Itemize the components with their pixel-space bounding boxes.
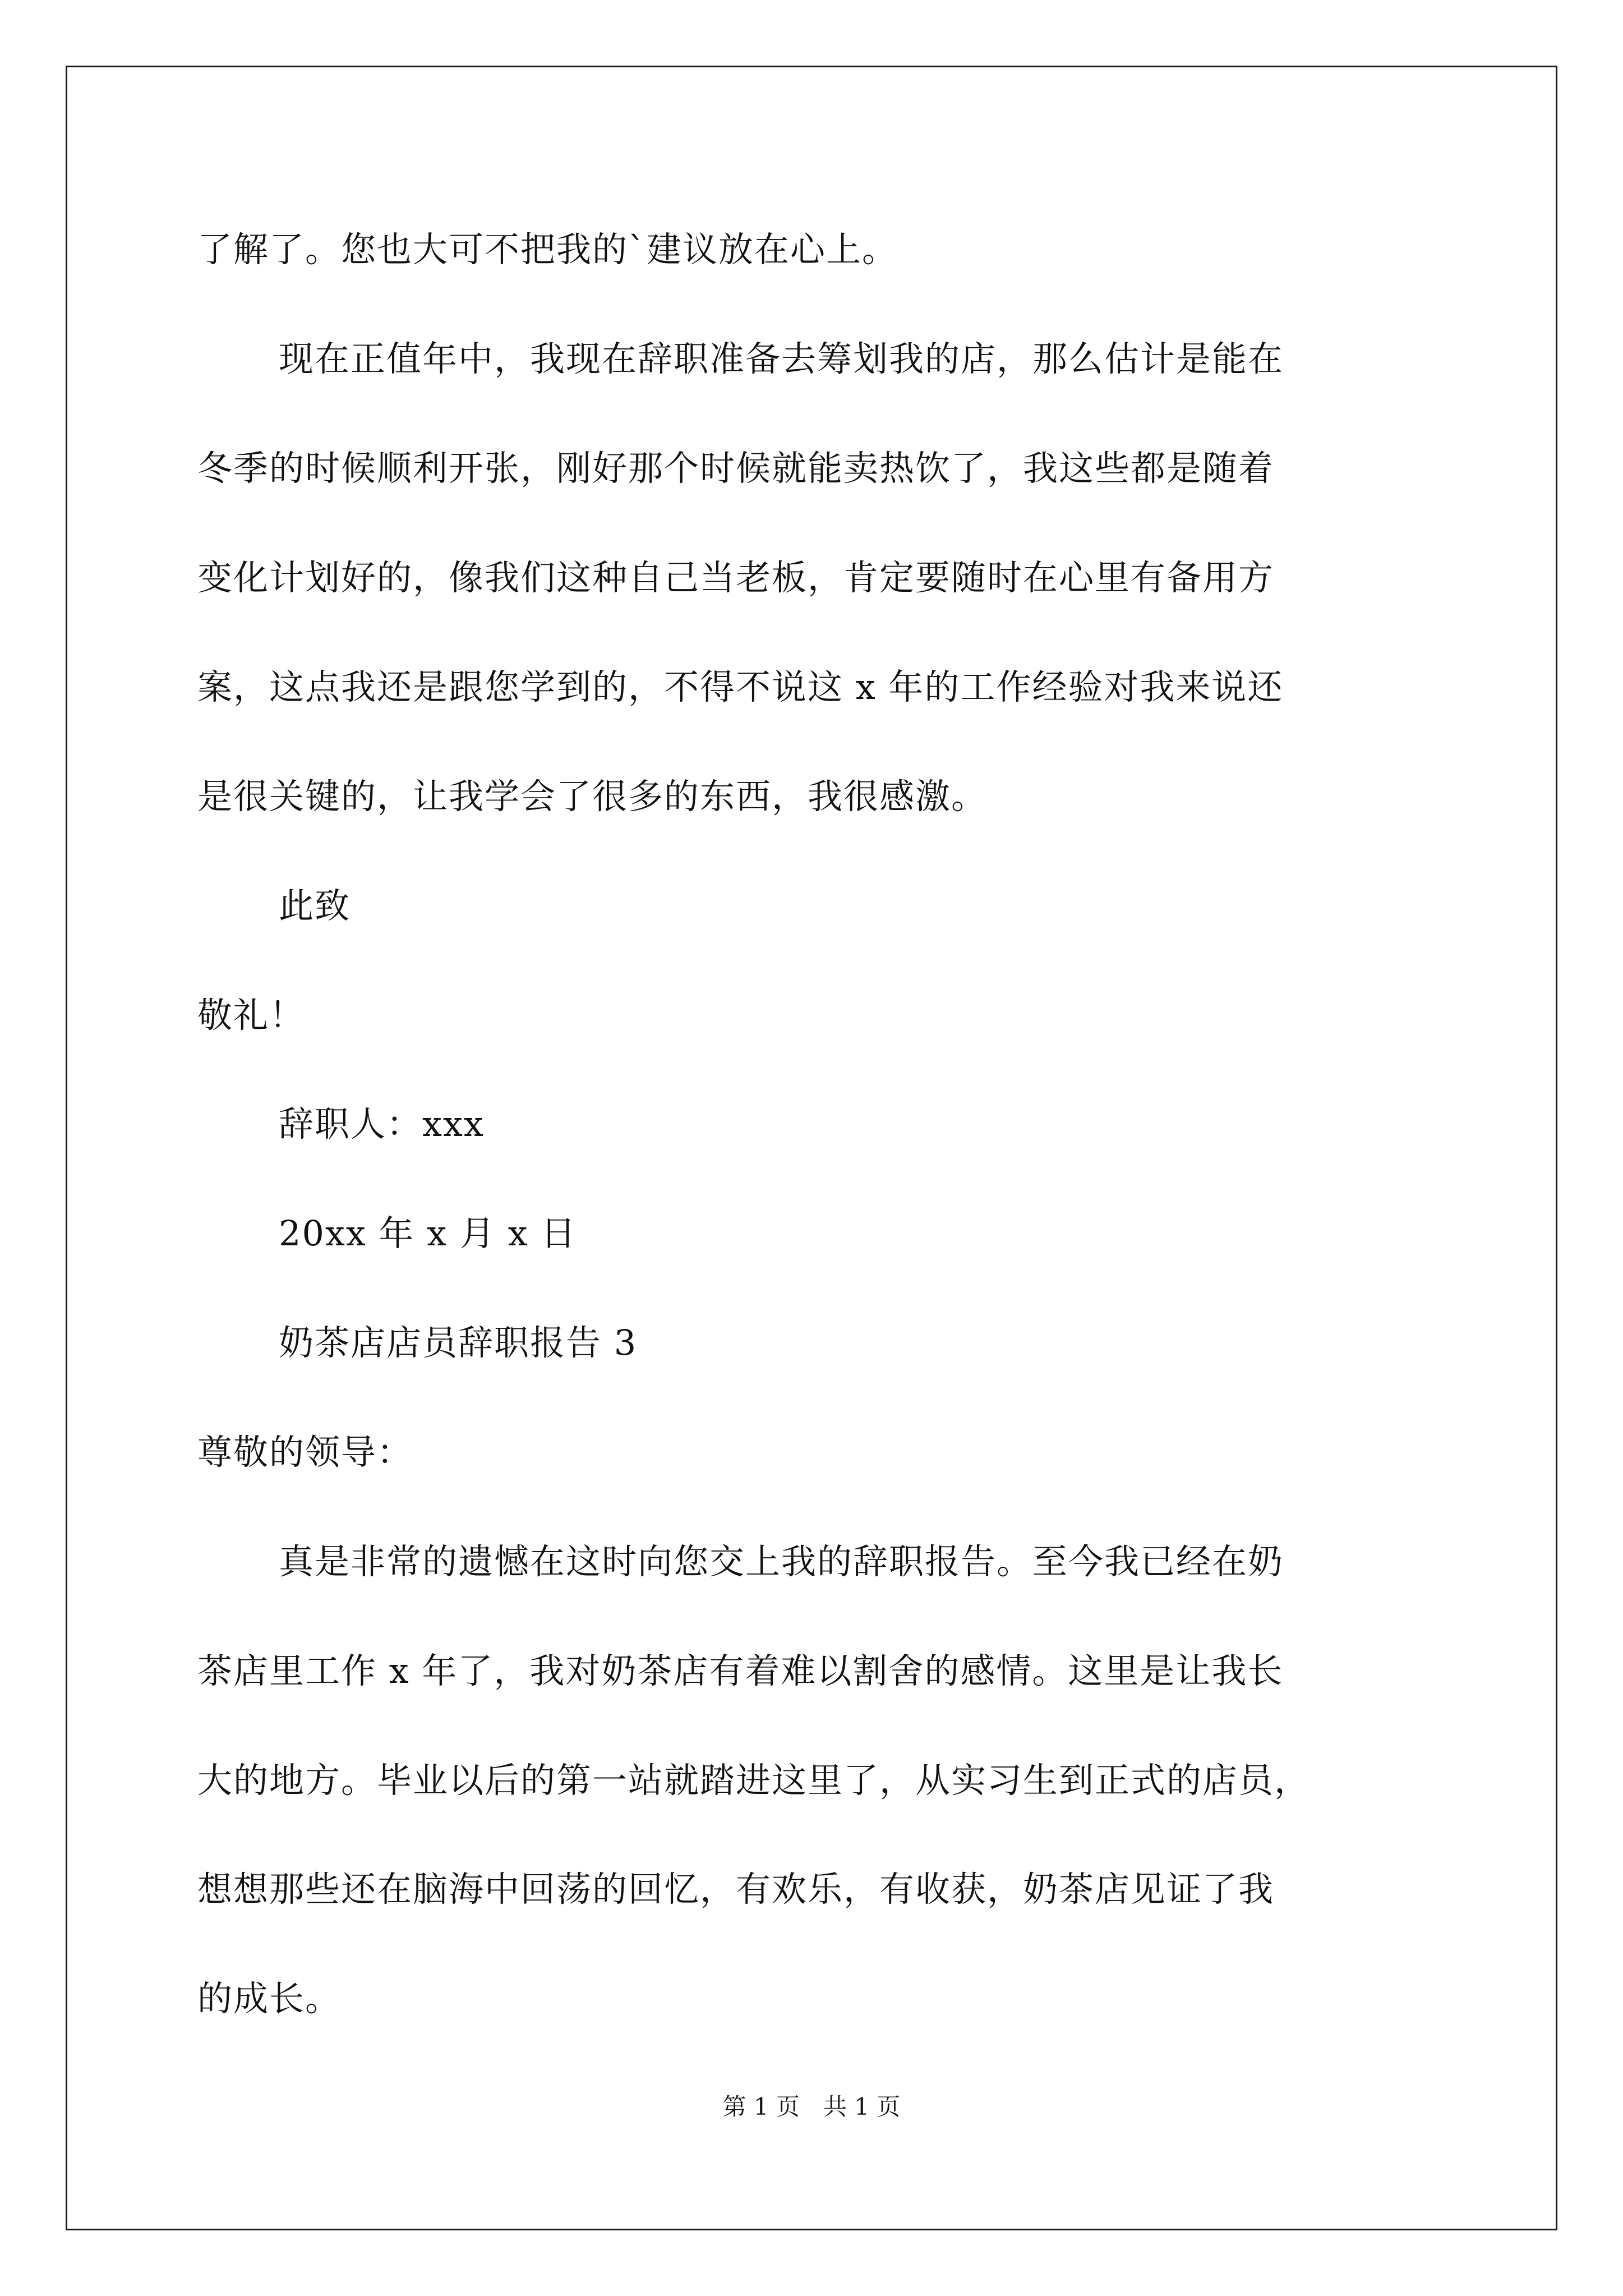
paragraph-line: 了解了。您也大可不把我的`建议放在心上。 [197,229,898,270]
page-number-footer: 第 1 页 共 1 页 [722,2093,901,2120]
paragraph-line: 变化计划好的，像我们这种自己当老板，肯定要随时在心里有备用方 [197,557,1275,598]
paragraph-line: 真是非常的遗憾在这时向您交上我的辞职报告。至今我已经在奶 [279,1541,1284,1582]
paragraph-line: 茶店里工作 x 年了，我对奶茶店有着难以割舍的感情。这里是让我长 [197,1650,1284,1691]
closing-regards: 敬礼！ [197,995,306,1036]
date-line: 20xx 年 x 月 x 日 [279,1213,577,1254]
paragraph-line: 现在正值年中，我现在辞职准备去筹划我的店，那么估计是能在 [279,338,1284,379]
paragraph-line: 冬季的时候顺利开张，刚好那个时候就能卖热饮了，我这些都是随着 [197,448,1275,489]
paragraph-line: 案，这点我还是跟您学到的，不得不说这 x 年的工作经验对我来说还 [197,666,1284,707]
closing-salutation: 此致 [279,885,351,926]
paragraph-line: 大的地方。毕业以后的第一站就踏进这里了，从实习生到正式的店员， [197,1760,1311,1801]
section-title: 奶茶店店员辞职报告 3 [279,1322,638,1363]
greeting-line: 尊敬的领导： [197,1432,413,1473]
paragraph-line: 是很关键的，让我学会了很多的东西，我很感激。 [197,776,988,817]
paragraph-line: 的成长。 [197,1978,342,2019]
paragraph-line: 想想那些还在脑海中回荡的回忆，有欢乐，有收获，奶茶店见证了我 [197,1869,1275,1910]
signature-line: 辞职人：xxx [279,1103,485,1144]
